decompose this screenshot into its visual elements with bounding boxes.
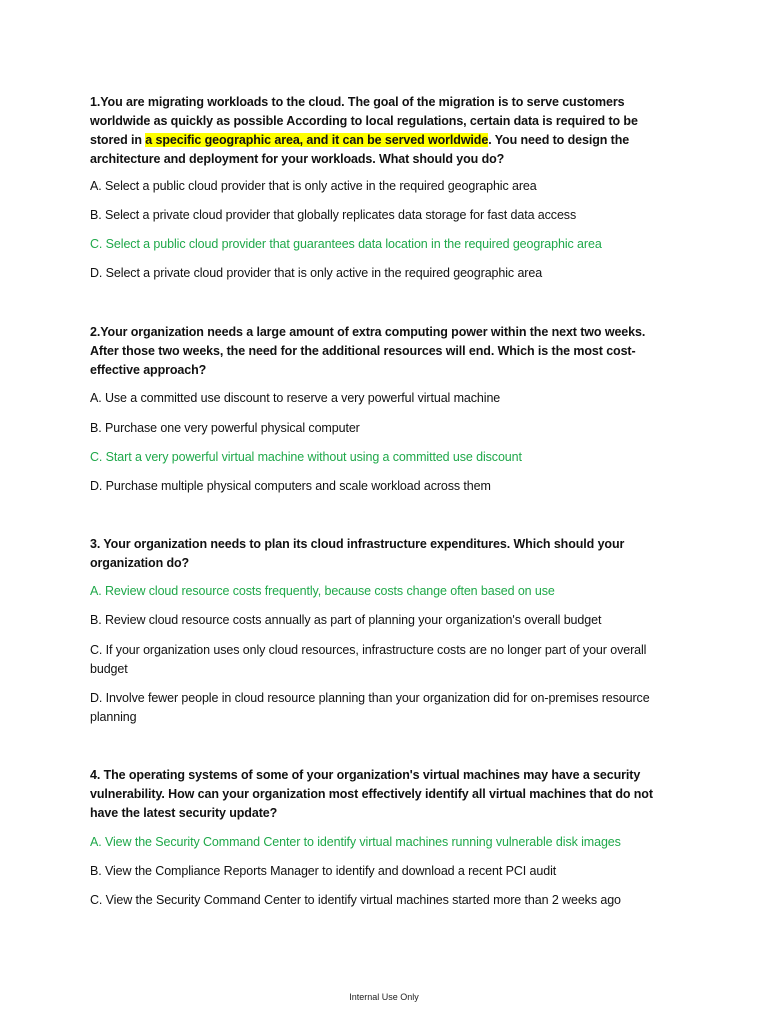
- question-4-option-a-correct: A. View the Security Command Center to identify virtual machines running vulnerable disk images: [90, 835, 621, 849]
- question-1-text-start: 1.You are migrating workloads to the cloud. The goal of the migration is to serve customers worldwide as quickly as possible According to local regulations, certain data is required to be stored in: [90, 95, 638, 147]
- question-4-option-c: C. View the Security Command Center to identify virtual machines started more than 2 weeks ago: [90, 893, 621, 907]
- footer-label: Internal Use Only: [349, 992, 419, 1002]
- question-3-option-b: B. Review cloud resource costs annually as part of planning your organization's overall budget: [90, 613, 602, 627]
- question-1-option-b: B. Select a private cloud provider that globally replicates data storage for fast data access: [90, 208, 577, 222]
- question-1-text-end: . You need to design the architecture and deployment for your workloads. What should you do?: [90, 133, 630, 166]
- question-4-option-b: B. View the Compliance Reports Manager to identify and download a recent PCI audit: [90, 864, 557, 878]
- question-2-option-d: D. Purchase multiple physical computers and scale workload across them: [90, 479, 491, 493]
- question-1-option-c-correct: C. Select a public cloud provider that guarantees data location in the required geographic area: [90, 237, 602, 251]
- question-3-option-c: C. If your organization uses only cloud resources, infrastructure costs are no longer part of your overall budget: [90, 643, 647, 676]
- question-2-option-b: B. Purchase one very powerful physical computer: [90, 421, 360, 435]
- question-1-option-d: D. Select a private cloud provider that is only active in the required geographic area: [90, 266, 543, 280]
- question-4-text: 4. The operating systems of some of your organization's virtual machines may have a security vulnerability. How can your organization most effectively identify all virtual machines that do not have the latest security update?: [90, 768, 653, 820]
- question-2-option-a: A. Use a committed use discount to reserve a very powerful virtual machine: [90, 391, 501, 405]
- question-1-option-a: A. Select a public cloud provider that is only active in the required geographic area: [90, 179, 537, 193]
- question-1-highlight: a specific geographic area, and it can be served worldwide: [145, 133, 489, 147]
- question-1-text: [90, 93, 675, 169]
- question-3-option-d: D. Involve fewer people in cloud resource planning than your organization did for on-premises resource planning: [90, 691, 650, 724]
- question-2-option-c-correct: C. Start a very powerful virtual machine without using a committed use discount: [90, 450, 522, 464]
- question-3-text: 3. Your organization needs to plan its cloud infrastructure expenditures. Which should your organization do?: [90, 537, 625, 570]
- question-3-option-a-correct: A. Review cloud resource costs frequently, because costs change often based on use: [90, 584, 555, 598]
- question-2-text: 2.Your organization needs a large amount of extra computing power within the next two weeks. After those two weeks, the need for the additional resources will end. Which is the most cost-effective approach?: [90, 325, 646, 377]
